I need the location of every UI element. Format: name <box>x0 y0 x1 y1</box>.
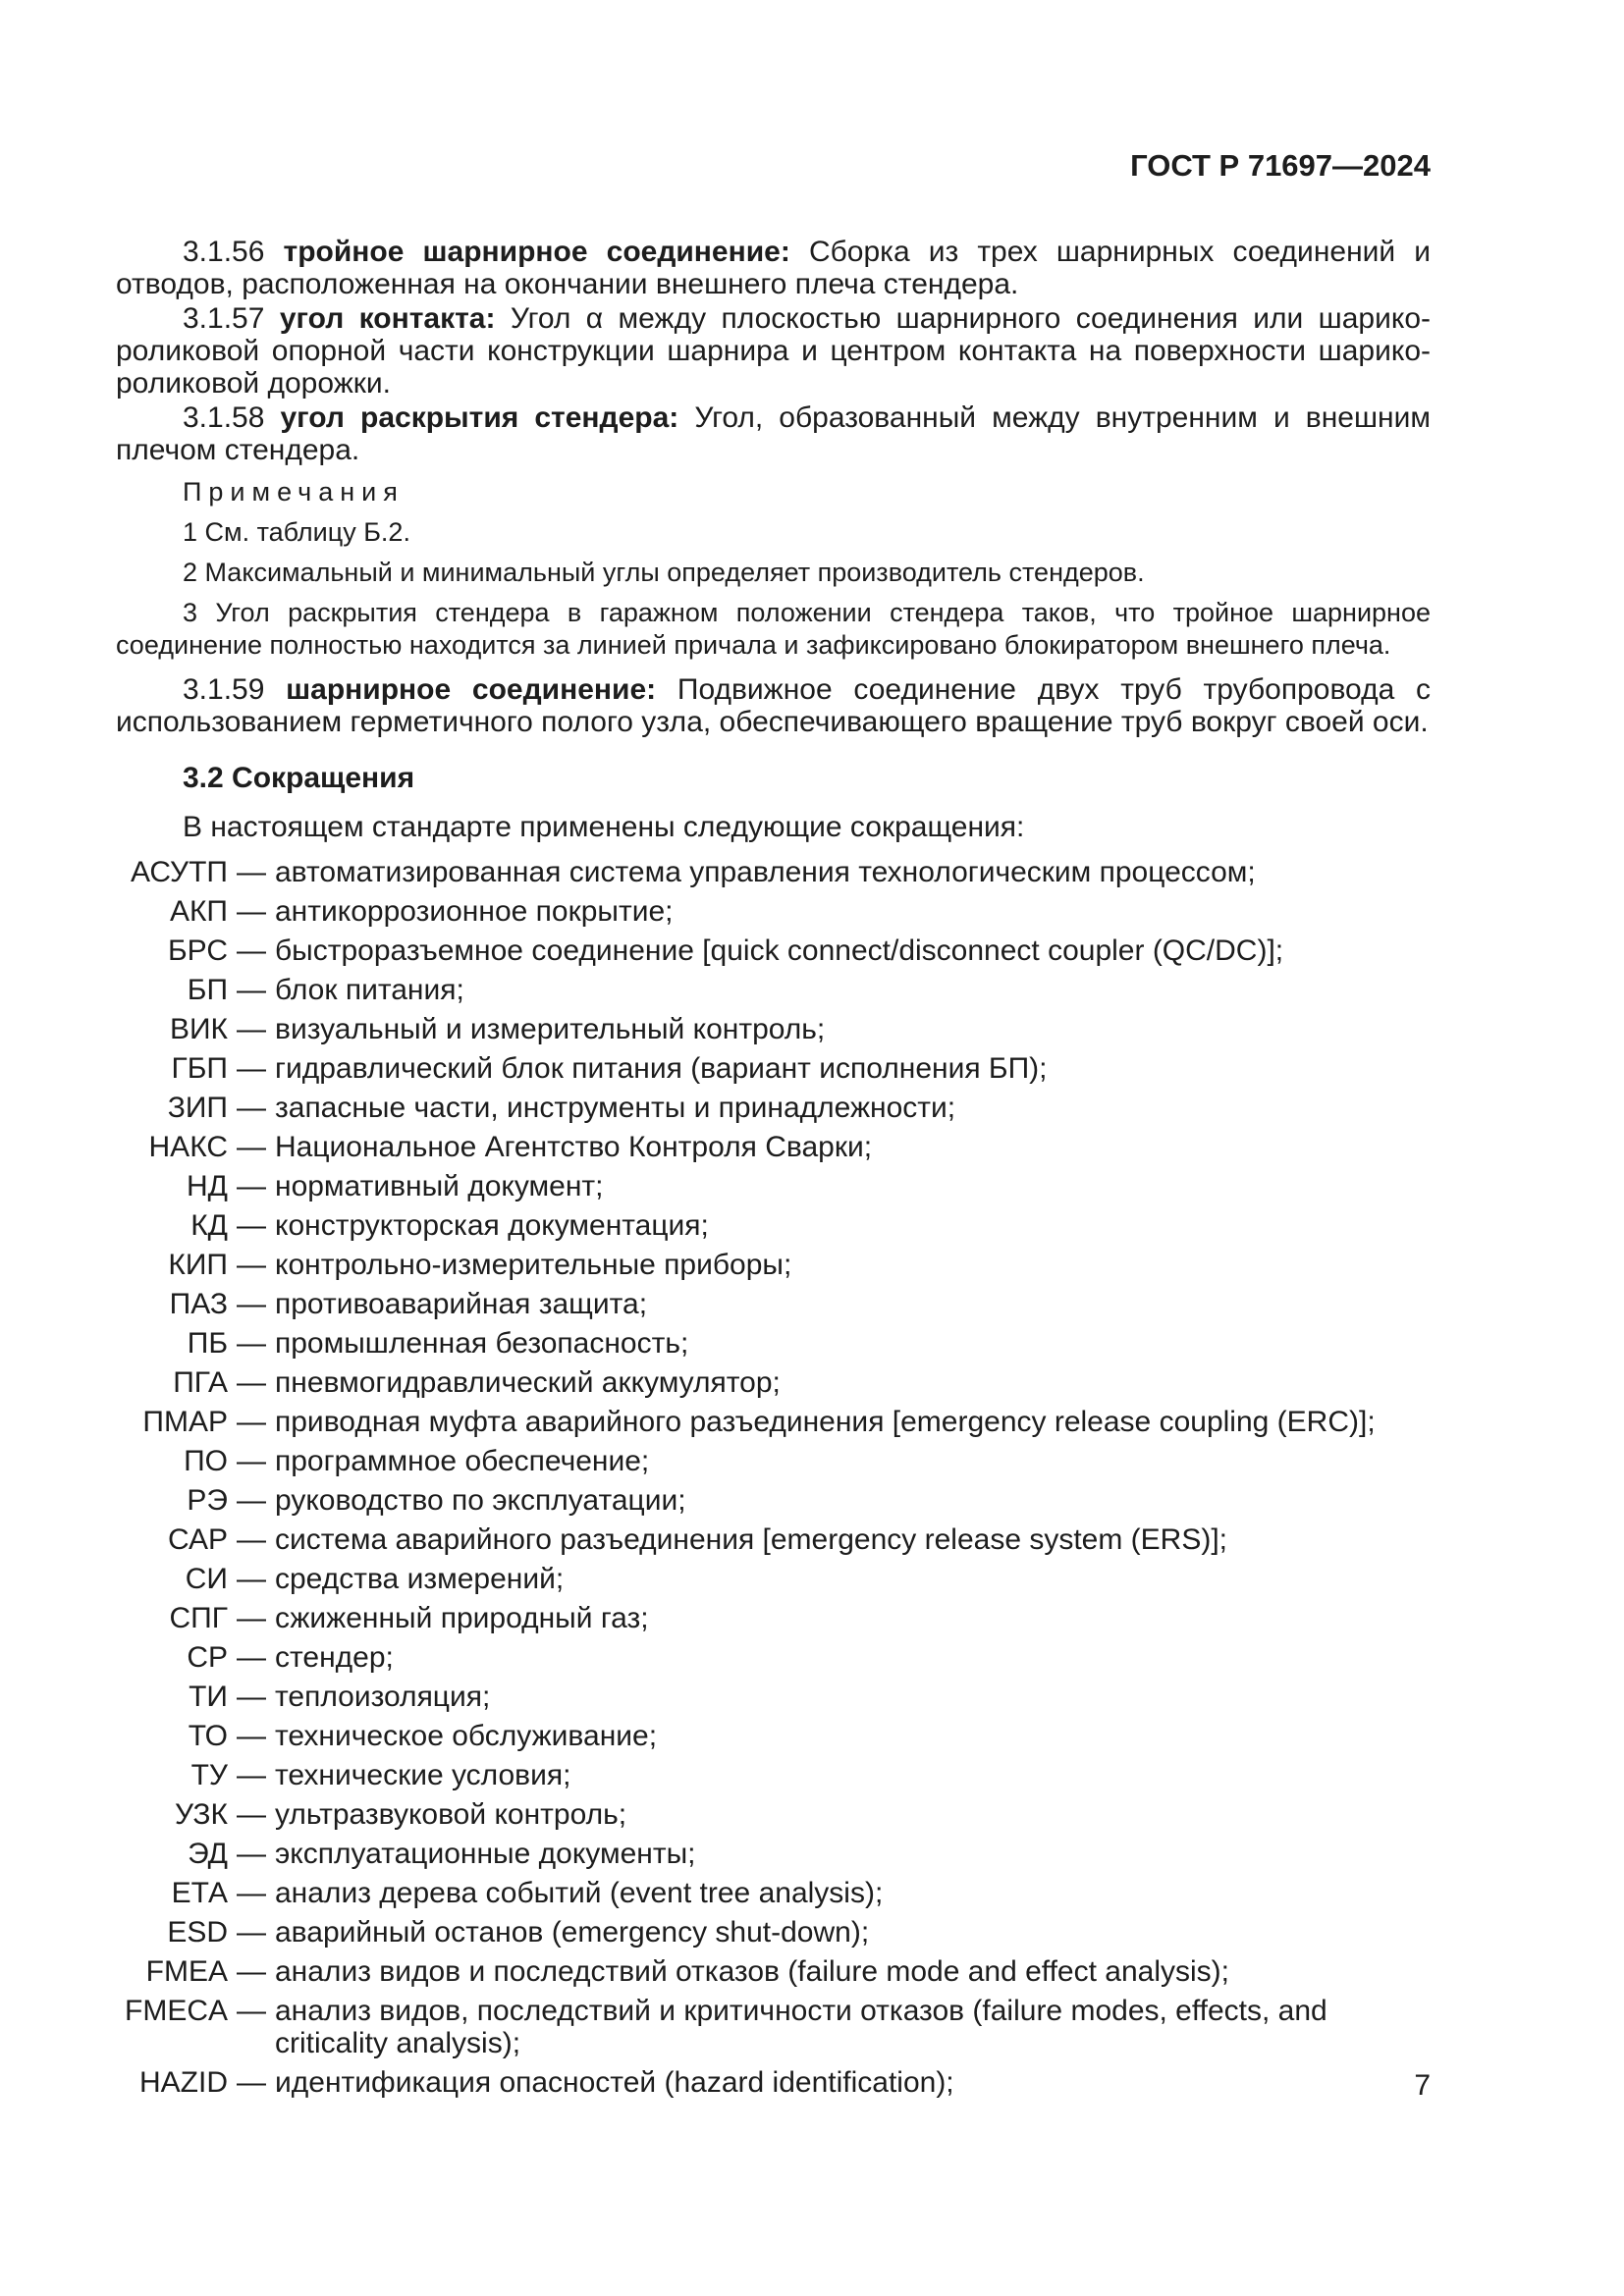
abbr-label: ПМАР <box>142 1406 228 1438</box>
abbr-label: НД <box>187 1170 228 1202</box>
abbr-definition: руководство по эксплуатации; <box>275 1484 686 1517</box>
abbr-label: КИП <box>168 1249 228 1281</box>
dash-separator: — <box>237 1523 266 1556</box>
term-title: шарнирное соединение: <box>286 673 657 706</box>
note-item: 1 См. таблицу Б.2. <box>183 517 410 547</box>
abbr-label: СИ <box>185 1563 228 1595</box>
abbr-label: БП <box>187 974 228 1006</box>
abbr-label: УЗК <box>175 1798 228 1831</box>
abbreviation-row <box>116 895 1431 928</box>
dash-separator: — <box>237 1641 266 1674</box>
abbr-label: ТИ <box>189 1681 228 1713</box>
abbr-label: КД <box>190 1209 228 1242</box>
abbreviation-row <box>116 1759 1431 1791</box>
abbr-definition: ультразвуковой контроль; <box>275 1798 627 1831</box>
abbr-definition: аварийный останов (emergency shut-down); <box>275 1916 870 1949</box>
abbr-label: HAZID <box>139 2066 228 2099</box>
abbreviation-row <box>116 1484 1431 1517</box>
dash-separator: — <box>237 1445 266 1477</box>
term-paragraph <box>116 236 1431 300</box>
dash-separator: — <box>237 2066 266 2099</box>
dash-separator: — <box>237 1092 266 1124</box>
abbreviation-row <box>116 1955 1431 1988</box>
term-number: 3.1.59 <box>183 673 265 706</box>
abbr-definition: визуальный и измерительный контроль; <box>275 1013 826 1045</box>
abbr-label: ЗИП <box>167 1092 228 1124</box>
abbreviation-row <box>116 1916 1431 1949</box>
note-item: 2 Максимальный и минимальный углы определяет производитель стендеров. <box>183 558 1145 587</box>
abbr-definition: анализ видов, последствий и критичности отказов (failure modes, effects, and criticality analysis); <box>275 1995 1327 2059</box>
term-number: 3.1.58 <box>183 401 265 434</box>
term-definition: Угол, образованный между внутренним и внешним плечом стендера. <box>116 401 1431 466</box>
term-definition: Сборка из трех шарнирных соединений и отводов, расположенная на окончании внешнего плеча стендера. <box>116 236 1431 300</box>
abbr-definition: запасные части, инструменты и принадлежности; <box>275 1092 956 1124</box>
term-number: 3.1.57 <box>183 302 265 335</box>
abbr-definition: сжиженный природный газ; <box>275 1602 649 1634</box>
abbr-label: ГБП <box>171 1052 228 1085</box>
page-number: 7 <box>1414 2069 1431 2102</box>
term-title: угол раскрытия стендера: <box>280 401 679 434</box>
abbreviation-row <box>116 1366 1431 1399</box>
notes-section <box>116 476 1431 662</box>
abbr-definition: эксплуатационные документы; <box>275 1838 696 1870</box>
abbr-definition: стендер; <box>275 1641 394 1674</box>
abbr-label: БРС <box>167 934 228 967</box>
dash-separator: — <box>237 1681 266 1713</box>
abbr-definition: блок питания; <box>275 974 464 1006</box>
dash-separator: — <box>237 1759 266 1791</box>
dash-separator: — <box>237 1170 266 1202</box>
abbr-label: FMEA <box>145 1955 228 1988</box>
dash-separator: — <box>237 1249 266 1281</box>
abbr-definition: Национальное Агентство Контроля Сварки; <box>275 1131 873 1163</box>
dash-separator: — <box>237 1995 266 2027</box>
dash-separator: — <box>237 1013 266 1045</box>
abbr-label: САР <box>167 1523 228 1556</box>
dash-separator: — <box>237 1602 266 1634</box>
abbr-label: НАКС <box>148 1131 228 1163</box>
abbr-definition: программное обеспечение; <box>275 1445 650 1477</box>
dash-separator: — <box>237 1484 266 1517</box>
abbr-definition: техническое обслуживание; <box>275 1720 658 1752</box>
dash-separator: — <box>237 1916 266 1949</box>
abbr-definition: быстроразъемное соединение [quick connect/disconnect coupler (QC/DC)]; <box>275 934 1284 967</box>
abbreviation-row <box>116 1209 1431 1242</box>
abbreviation-row <box>116 1838 1431 1870</box>
abbr-label: ТО <box>188 1720 228 1752</box>
dash-separator: — <box>237 934 266 967</box>
abbr-definition: анализ дерева событий (event tree analysis); <box>275 1877 884 1909</box>
notes-label: Примечания <box>183 477 405 507</box>
abbreviation-row <box>116 1013 1431 1045</box>
abbr-definition: приводная муфта аварийного разъединения [emergency release coupling (ERC)]; <box>275 1406 1376 1438</box>
dash-separator: — <box>237 974 266 1006</box>
abbr-label: РЭ <box>187 1484 228 1517</box>
abbr-definition: анализ видов и последствий отказов (failure mode and effect analysis); <box>275 1955 1229 1988</box>
abbr-definition: нормативный документ; <box>275 1170 604 1202</box>
abbreviation-row <box>116 1602 1431 1634</box>
abbreviation-row <box>116 1131 1431 1163</box>
abbreviation-row <box>116 1563 1431 1595</box>
abbr-label: FMECA <box>125 1995 228 2027</box>
abbreviation-row <box>116 1523 1431 1556</box>
dash-separator: — <box>237 1720 266 1752</box>
abbreviation-row <box>116 1052 1431 1085</box>
abbreviation-row <box>116 1170 1431 1202</box>
abbr-definition: технические условия; <box>275 1759 571 1791</box>
abbreviation-row <box>116 1681 1431 1713</box>
abbr-definition: конструкторская документация; <box>275 1209 709 1242</box>
abbreviation-row <box>116 1995 1431 2059</box>
abbr-label: СПГ <box>169 1602 228 1634</box>
abbr-label: СР <box>187 1641 228 1674</box>
abbr-definition: гидравлический блок питания (вариант исполнения БП); <box>275 1052 1048 1085</box>
abbr-definition: средства измерений; <box>275 1563 565 1595</box>
abbr-label: ПАЗ <box>169 1288 228 1320</box>
abbr-definition: пневмогидравлический аккумулятор; <box>275 1366 781 1399</box>
abbr-label: ПБ <box>187 1327 228 1360</box>
dash-separator: — <box>237 1052 266 1085</box>
term-paragraph <box>116 673 1431 738</box>
dash-separator: — <box>237 1288 266 1320</box>
abbr-definition: теплоизоляция; <box>275 1681 491 1713</box>
dash-separator: — <box>237 1838 266 1870</box>
abbr-label: АСУТП <box>131 856 228 888</box>
abbr-label: ПО <box>184 1445 228 1477</box>
abbr-definition: идентификация опасностей (hazard identification); <box>275 2066 954 2099</box>
page-header <box>116 149 1431 182</box>
terms-section <box>116 236 1431 466</box>
abbreviation-row <box>116 1798 1431 1831</box>
dash-separator: — <box>237 856 266 888</box>
abbreviation-row <box>116 1092 1431 1124</box>
section-heading: 3.2 Сокращения <box>183 762 415 794</box>
dash-separator: — <box>237 1563 266 1595</box>
abbr-label: ПГА <box>173 1366 228 1399</box>
abbr-label: ESD <box>167 1916 228 1949</box>
abbreviation-list <box>116 856 1431 2099</box>
abbr-label: АКП <box>169 895 228 928</box>
abbr-definition: промышленная безопасность; <box>275 1327 689 1360</box>
abbreviation-row <box>116 974 1431 1006</box>
abbreviation-row <box>116 1249 1431 1281</box>
dash-separator: — <box>237 1366 266 1399</box>
dash-separator: — <box>237 1955 266 1988</box>
abbr-label: ВИК <box>169 1013 228 1045</box>
dash-separator: — <box>237 1798 266 1831</box>
abbreviation-row <box>116 856 1431 888</box>
abbr-definition: антикоррозионное покрытие; <box>275 895 674 928</box>
abbreviation-row <box>116 2066 1431 2099</box>
dash-separator: — <box>237 1877 266 1909</box>
abbr-label: ТУ <box>190 1759 228 1791</box>
abbreviation-row <box>116 1720 1431 1752</box>
term-definition: Угол α между плоскостью шарнирного соединения или шарико-роликовой опорной части конструкции шарнира и центром контакта на поверхности шарико-роликовой дорожки. <box>116 302 1431 400</box>
term-definition: Подвижное соединение двух труб трубопровода с использованием герметичного полого узла, обеспечивающего вращение труб вокруг своей оси. <box>116 673 1431 738</box>
abbreviation-row <box>116 1877 1431 1909</box>
abbreviation-row <box>116 1406 1431 1438</box>
dash-separator: — <box>237 1209 266 1242</box>
abbreviation-row <box>116 1641 1431 1674</box>
note-item: 3 Угол раскрытия стендера в гаражном положении стендера таков, что тройное шарнирное соединение полностью находится за линией причала и зафиксировано блокиратором внешнего плеча. <box>116 598 1431 660</box>
abbr-definition: система аварийного разъединения [emergency release system (ERS)]; <box>275 1523 1228 1556</box>
dash-separator: — <box>237 1131 266 1163</box>
dash-separator: — <box>237 895 266 928</box>
standard-code: ГОСТ Р 71697—2024 <box>1130 148 1431 183</box>
abbr-definition: противоаварийная защита; <box>275 1288 648 1320</box>
term-paragraph <box>116 401 1431 466</box>
abbreviation-row <box>116 1288 1431 1320</box>
abbr-definition: автоматизированная система управления технологическим процессом; <box>275 856 1256 888</box>
abbr-label: ЭД <box>188 1838 228 1870</box>
dash-separator: — <box>237 1327 266 1360</box>
abbr-definition: контрольно-измерительные приборы; <box>275 1249 792 1281</box>
abbreviation-row <box>116 1327 1431 1360</box>
term-number: 3.1.56 <box>183 236 265 268</box>
abbr-label: ЕТА <box>171 1877 228 1909</box>
term-title: тройное шарнирное соединение: <box>283 236 790 268</box>
term-paragraph <box>116 302 1431 400</box>
abbreviation-row <box>116 1445 1431 1477</box>
intro-text: В настоящем стандарте применены следующие сокращения: <box>183 811 1025 843</box>
dash-separator: — <box>237 1406 266 1438</box>
term-title: угол контакта: <box>279 302 496 335</box>
abbreviation-row <box>116 934 1431 967</box>
